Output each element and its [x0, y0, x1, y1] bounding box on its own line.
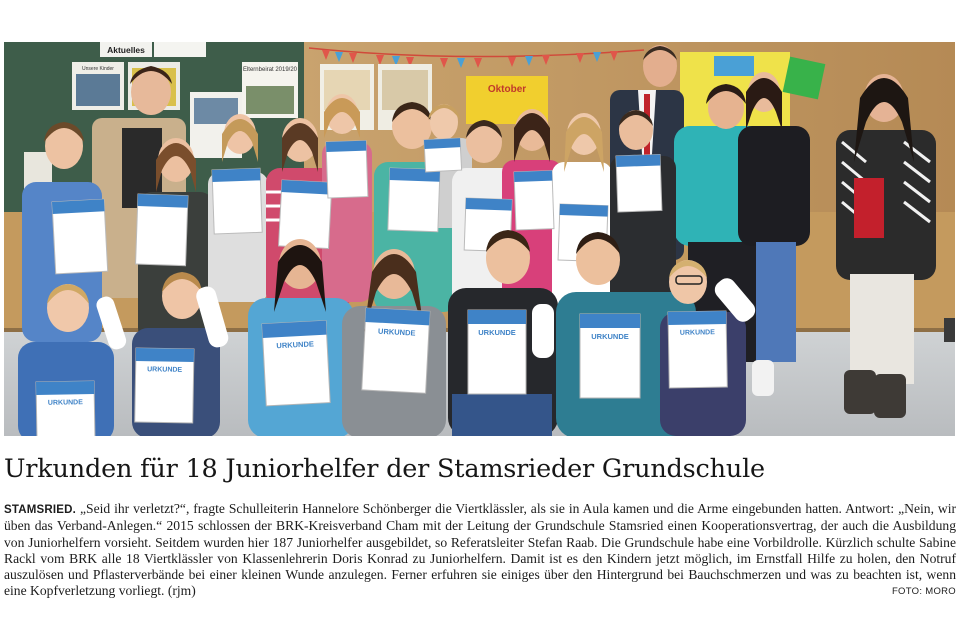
svg-text:URKUNDE: URKUNDE — [377, 326, 416, 338]
sign-elternbeirat: Elternbeirat 2019/20 — [242, 67, 298, 73]
article-dateline: STAMSRIED. — [4, 504, 77, 516]
sign-unsere-kinder: Unsere Kinder — [82, 66, 114, 72]
svg-text:URKUNDE: URKUNDE — [47, 399, 83, 407]
sign-aktuelles: Aktuelles — [107, 45, 145, 55]
svg-text:URKUNDE: URKUNDE — [478, 328, 516, 337]
svg-text:URKUNDE: URKUNDE — [591, 332, 629, 341]
article-body-paragraph — [4, 501, 956, 600]
certificate-front-1 — [36, 381, 95, 436]
svg-text:URKUNDE: URKUNDE — [147, 366, 183, 374]
certificate-front-6 — [580, 314, 640, 398]
photo-credit: FOTO: MORO — [891, 586, 956, 597]
svg-text:URKUNDE: URKUNDE — [679, 329, 715, 337]
group-photo — [4, 42, 955, 436]
certificate-front-3 — [262, 321, 330, 406]
certificate-front-4 — [362, 308, 430, 393]
article-body-text: „Seid ihr verletzt?“, fragte Schulleiterin Hannelore Schönberger die Viertklässler, als sie in Aula kamen und die Arme eingebunden hatten. Antwort: „Nein, wir üben das Verband-Anlegen.“ 2015 schlossen der BRK-Kreisverband Cham mit der Leitung der Grundschule Stamsried einen Kooperationsvertrag, der auch die Ausbildung von Juniorhelfern vorsieht. Seitdem wurden hier 187 Juniorhelfer ausgebildet, so Referatsleiter Stefan Raab. Die Grundschule habe eine Vorbildrolle. Kürzlich schulte Sabine Rackl vom BRK alle 18 Viertklässler von Klassenlehrerin Doris Konrad zu Juniorhelfern. Damit ist es den Kindern jetzt möglich, im Ernstfall Hilfe zu holen, den Notruf auszulösen und Pflasterverbände bei einer kleinen Wunde anzulegen. Ferner erfuhren sie einiges über den Hintergrund bei Bauchschmerzen und was zu beachten ist, wenn eine Kopfverletzung vorliegt. (rjm) — [4, 501, 956, 599]
certificate-front-7 — [668, 311, 727, 388]
sign-oktober: Oktober — [487, 84, 527, 95]
certificate-front-5 — [468, 310, 526, 394]
article-headline: Urkunden für 18 Juniorhelfer der Stamsrieder Grundschule — [4, 454, 765, 484]
certificate-front-2 — [135, 348, 194, 423]
svg-text:URKUNDE: URKUNDE — [276, 339, 315, 351]
